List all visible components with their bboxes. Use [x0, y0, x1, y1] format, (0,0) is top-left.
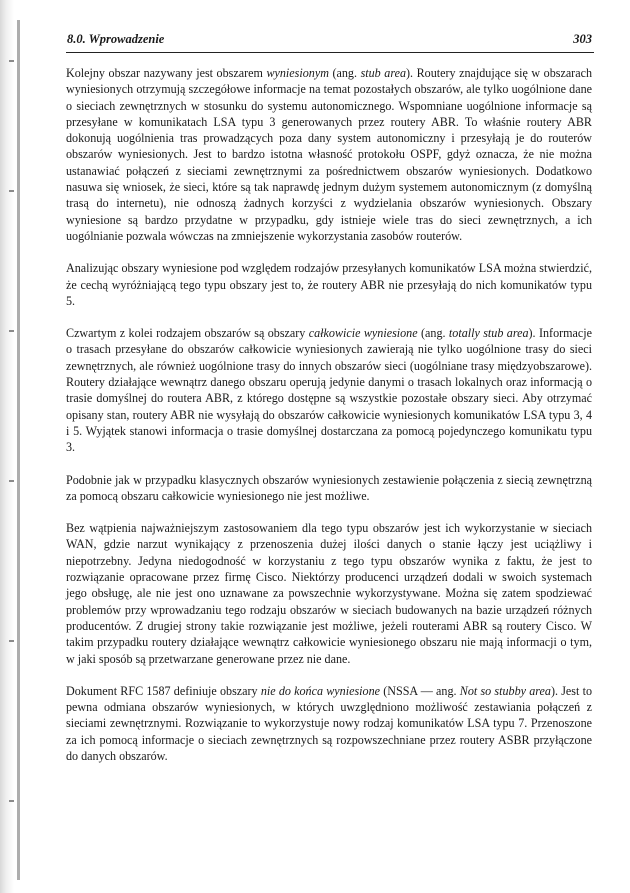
text-run: (ang.: [328, 66, 361, 80]
italic-term: wyniesionym: [266, 66, 329, 80]
italic-term: nie do końca wyniesione: [260, 683, 380, 698]
binding-mark: [9, 480, 14, 482]
text-run: ). Jest to pewna odmiana obszarów wyniesionych, w których uwzględniono możliwość zestawiania połączeń z sieciami zewnętrznymi. Rozwiązanie to wykorzystuje nowy rodzaj komunikatów LSA typu 7. Przenoszone za ich pomocą informacje o sieciach zewnętrznych są rozpowszechniane przez routery ASBR przyłączone do danych obszarów.: [66, 683, 592, 763]
italic-term: stub area: [360, 66, 406, 80]
text-run: Dokument RFC 1587 definiuje obszary: [66, 683, 261, 698]
text-run: Analizując obszary wyniesione pod względem rodzajów przesyłanych komunikatów LSA można stwierdzić, że cechą wyróżniającą tego typu obszary jest to, że routery ABR nie przesyłają do nich komunikatów typu 5.: [66, 261, 592, 308]
italic-term: totally stub area: [448, 326, 529, 341]
running-header: [66, 30, 594, 53]
paragraph: [66, 520, 592, 667]
text-run: Kolejny obszar nazywany jest obszarem: [66, 66, 267, 80]
text-run: (ang.: [417, 326, 449, 341]
italic-term: całkowicie wyniesione: [308, 326, 418, 341]
paragraph: [66, 260, 592, 309]
binding-mark: [9, 190, 14, 192]
body-text: [66, 65, 592, 780]
italic-term: Not so stubby area: [459, 683, 551, 698]
section-title: 8.0. Wprowadzenie: [67, 32, 165, 46]
binding-mark: [9, 60, 14, 62]
text-run: (NSSA — ang.: [379, 683, 460, 698]
binding-mark: [9, 330, 14, 332]
paragraph: [66, 683, 592, 764]
text-run: Bez wątpienia najważniejszym zastosowaniem dla tego typu obszarów jest ich wykorzystanie w sieciach WAN, gdzie narzut wynikający z przenoszenia dużej ilości danych o stanie łączy jest uciążliwy i niepotrzebny. Jedyna niedogodność w korzystaniu z tego typu obszarów wynika z faktu, że jest to rozwiązanie opracowane przez firmę Cisco. Niektórzy producenci urządzeń dodali w swoich systemach jego obsługę, ale nie jest ono uznawane za powszechnie wykorzystywane. Można się zatem spodziewać problemów przy wprowadzaniu tego rodzaju obszarów w sieciach budowanych na bazie urządzeń różnych producentów. Z drugiej strony takie rozwiązanie jest możliwe, jeżeli routerami ABR są routery Cisco. W takim przypadku routery działające wewnątrz całkowicie wyniesionego obszaru nie mają informacji o tym, w jaki sposób są przetwarzane generowane przez nie dane.: [66, 521, 592, 666]
paragraph: [66, 65, 592, 244]
page-binding-shadow: [17, 20, 20, 880]
binding-mark: [9, 640, 14, 642]
text-run: Czwartym z kolei rodzajem obszarów są obszary: [66, 326, 309, 341]
paragraph: [66, 325, 592, 455]
binding-mark: [9, 800, 14, 802]
text-run: ). Routery znajdujące się w obszarach wyniesionych otrzymują szczegółowe informacje na temat pozostałych obszarów, ale tylko uogólnione dane o sieciach zewnętrznych w stosunku do systemu autonomicznego. Wspomniane uogólnione informacje są przesyłane w komunikatach LSA typu 3 generowanych przez routery ABR. To właśnie routery ABR dokonują uogólnienia tras prowadzących poza dany system autonomiczny i przesyłają je do routerów obszarów wyniesionych. Jest to bardzo istotna własność protokołu OSPF, gdyż oznacza, że nie można ustanawiać połączeń z sieciami zewnętrznymi za pośrednictwem obszarów wyniesionych. Dodatkowo nasuwa się wniosek, że sieci, które są tak naprawdę jednym dużym systemem autonomicznym (z domyślną trasą do internetu), nie odnoszą żadnych korzyści z wydzielania obszarów wyniesionych. Obszary wyniesione są bardzo przydatne w przypadku, gdy istnieje wiele tras do sieci zewnętrznych, a ich uogólnianie pozwala wówczas na zmniejszenie wykorzystania zasobów routerów.: [66, 66, 592, 243]
page-number: 303: [573, 32, 592, 46]
paragraph: [66, 472, 592, 505]
text-run: Podobnie jak w przypadku klasycznych obszarów wyniesionych zestawienie połączenia z siecią zewnętrzną za pomocą obszaru całkowicie wyniesionego nie jest możliwe.: [66, 472, 592, 503]
text-run: ). Informacje o trasach przesyłane do obszarów całkowicie wyniesionych zawierają nie tylko uogólnione trasy do sieci zewnętrznych, ale również uogólnione trasy do innych obszarów sieci (uogólniane trasy międzyobszarowe). Routery działające wewnątrz danego obszaru operują jedynie danymi o trasach lokalnych oraz informacją o trasie domyślnej do routera ABR, z którego dostępne są wszystkie pozostałe obszary sieci. Aby otrzymać opisany stan, routery ABR nie wysyłają do obszarów całkowicie wyniesionych komunikatów LSA typu 3, 4 i 5. Wyjątek stanowi informacja o trasie domyślnej dostarczana za pomocą pojedynczego komunikatu typu 3.: [66, 326, 593, 455]
